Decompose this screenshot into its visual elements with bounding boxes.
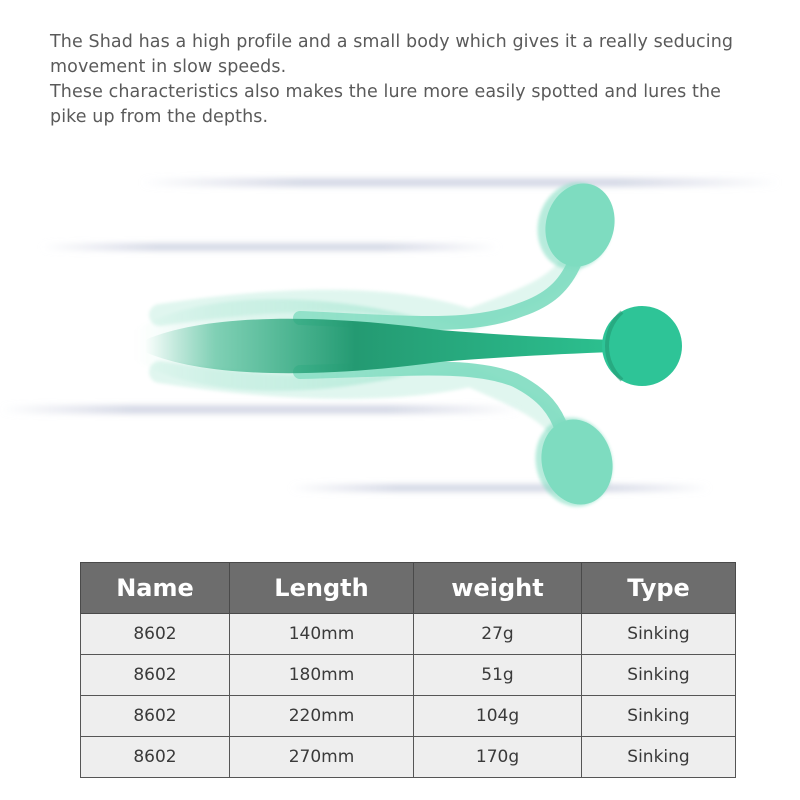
cell-weight: 104g <box>414 696 582 737</box>
cell-type: Sinking <box>582 696 736 737</box>
cell-type: Sinking <box>582 614 736 655</box>
column-header-type: Type <box>582 563 736 614</box>
cell-type: Sinking <box>582 655 736 696</box>
column-header-length: Length <box>230 563 414 614</box>
table-row <box>81 696 736 737</box>
cell-weight: 27g <box>414 614 582 655</box>
cell-weight: 170g <box>414 737 582 778</box>
cell-length: 220mm <box>230 696 414 737</box>
tail-disc <box>602 306 682 386</box>
cell-name: 8602 <box>81 655 230 696</box>
table-header-row <box>81 563 736 614</box>
water-streak <box>140 178 780 187</box>
cell-length: 140mm <box>230 614 414 655</box>
water-streak <box>0 405 520 414</box>
water-streak <box>290 484 710 492</box>
cell-name: 8602 <box>81 696 230 737</box>
table-row <box>81 737 736 778</box>
table-row <box>81 655 736 696</box>
specs-table <box>80 562 736 778</box>
cell-length: 270mm <box>230 737 414 778</box>
lower-tail-motion <box>160 369 622 516</box>
cell-name: 8602 <box>81 737 230 778</box>
cell-type: Sinking <box>582 737 736 778</box>
column-header-name: Name <box>81 563 230 614</box>
table-row <box>81 614 736 655</box>
description-paragraph: The Shad has a high profile and a small body which gives it a really seducing movement in slow speeds. <box>50 32 734 77</box>
description-paragraph: These characteristics also makes the lure more easily spotted and lures the pike up from the depths. <box>50 82 722 127</box>
product-description <box>50 30 750 130</box>
cell-name: 8602 <box>81 614 230 655</box>
lure-body <box>145 319 612 373</box>
water-streak <box>40 243 500 251</box>
shad-lure-illustration <box>0 150 800 530</box>
cell-length: 180mm <box>230 655 414 696</box>
cell-weight: 51g <box>414 655 582 696</box>
column-header-weight: weight <box>414 563 582 614</box>
